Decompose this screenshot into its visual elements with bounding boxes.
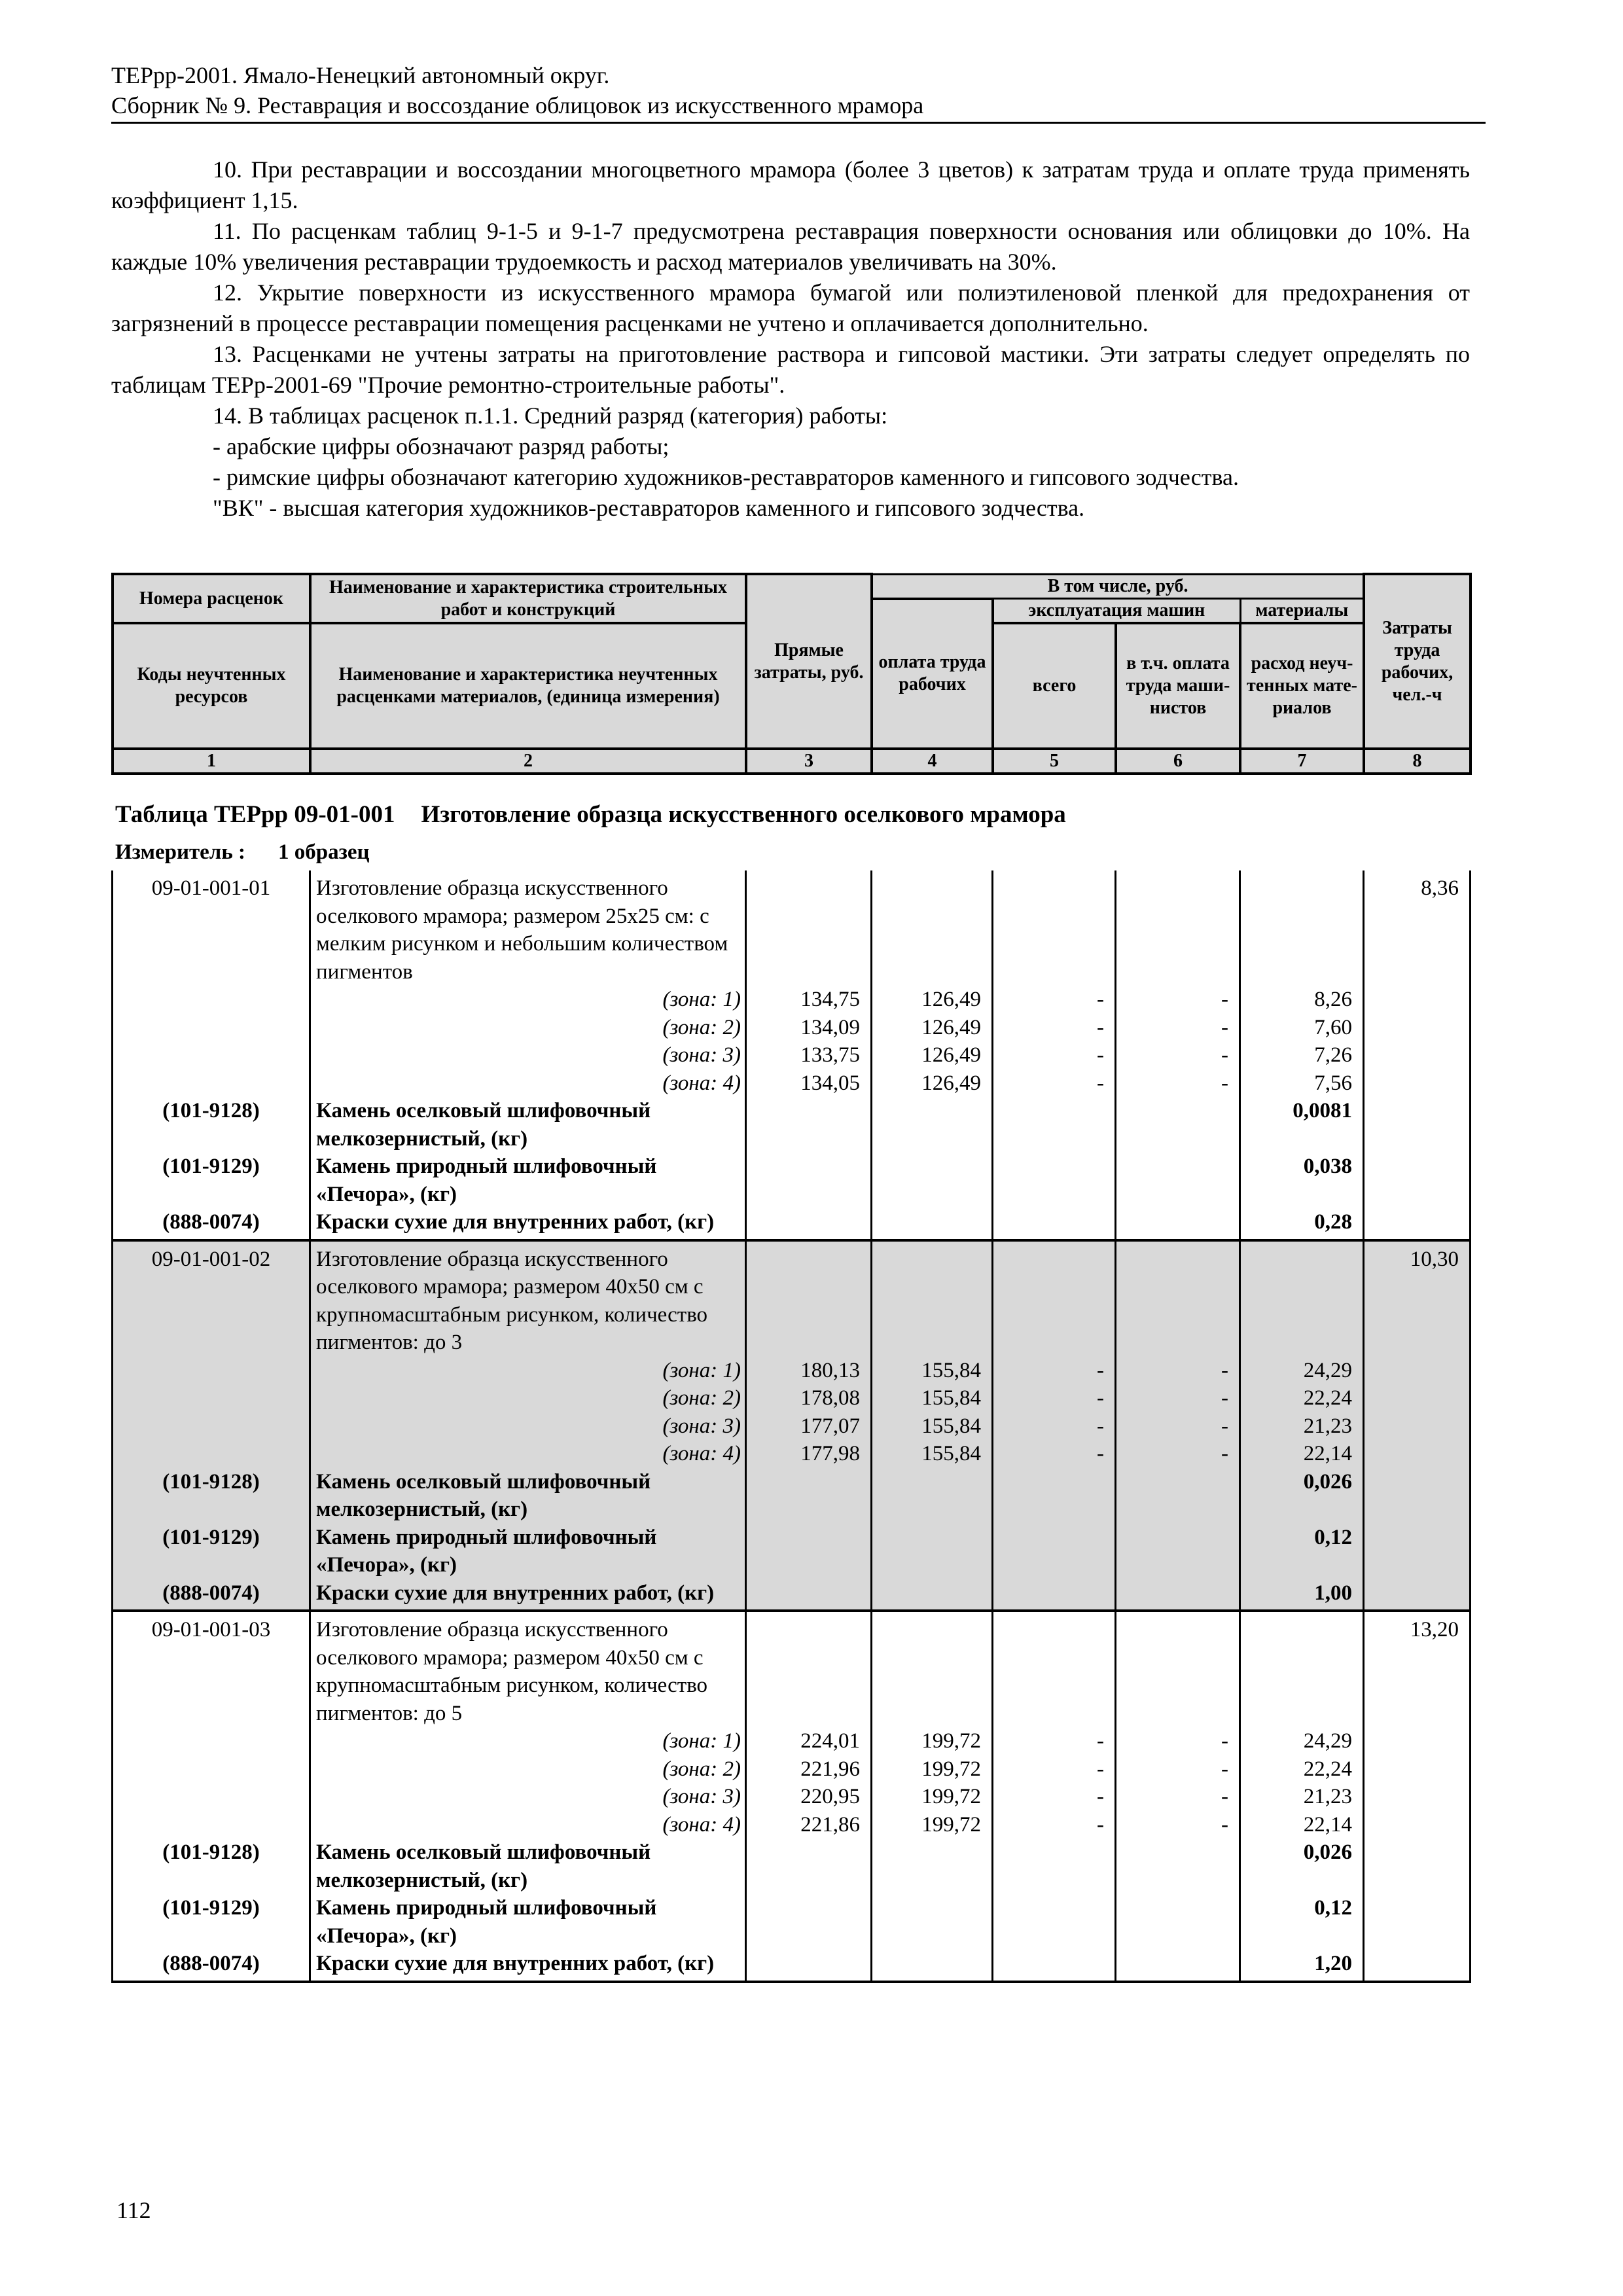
zone-label: (зона: 1) — [310, 1727, 746, 1755]
empty-cell — [993, 1097, 1116, 1153]
table-caption — [115, 800, 1066, 830]
rate-block — [113, 1611, 1471, 1982]
empty-cell — [872, 1894, 993, 1950]
zone-row — [113, 1811, 1471, 1839]
zone-row — [113, 1783, 1471, 1811]
zone-worker-wages: 126,49 — [872, 1069, 993, 1098]
resource-quantity: 0,026 — [1240, 1839, 1364, 1894]
zone-materials: 22,24 — [1240, 1755, 1364, 1784]
note-12: 12. Укрытие поверхности из искусственного мрамора бумагой или полиэтиленовой пленкой для предохранения от загрязнений в процессе реставрации помещения расценками не учтено и оплачивается дополнительно. — [111, 279, 1470, 336]
rate-code: 09-01-001-02 — [113, 1240, 310, 1357]
measure-label: Измеритель : — [115, 840, 246, 864]
resource-name: Камень оселковый шлифовочный мелкозернистый, (кг) — [310, 1097, 746, 1153]
resource-row — [113, 1579, 1471, 1611]
rate-code: 09-01-001-03 — [113, 1611, 310, 1727]
zone-row — [113, 986, 1471, 1014]
resource-row — [113, 1097, 1471, 1153]
header-machines: эксплуатация машин — [993, 599, 1240, 624]
zone-materials: 24,29 — [1240, 1357, 1364, 1385]
zone-label: (зона: 4) — [310, 1811, 746, 1839]
zone-machinist-wages: - — [1116, 1357, 1240, 1385]
zone-label: (зона: 4) — [310, 1069, 746, 1098]
zone-machines-total: - — [993, 1755, 1116, 1784]
empty-cell — [1116, 1153, 1240, 1208]
resource-name: Камень природный шлифовочный «Печора», (кг) — [310, 1153, 746, 1208]
empty-cell — [1240, 1240, 1364, 1357]
empty-cell — [113, 1069, 310, 1098]
zone-machinist-wages: - — [1116, 986, 1240, 1014]
measure-line — [115, 839, 370, 865]
empty-cell — [1364, 1357, 1471, 1385]
resource-row — [113, 1468, 1471, 1524]
resource-name: Камень природный шлифовочный «Печора», (кг) — [310, 1524, 746, 1579]
zone-worker-wages: 155,84 — [872, 1384, 993, 1412]
zone-machines-total: - — [993, 1727, 1116, 1755]
rate-labor-hours: 13,20 — [1364, 1611, 1471, 1727]
zone-direct-cost: 224,01 — [746, 1727, 872, 1755]
empty-cell — [113, 1412, 310, 1441]
zone-machines-total: - — [993, 1041, 1116, 1069]
column-header-table — [111, 573, 1472, 775]
header-rate-numbers: Номера расценок — [113, 574, 310, 623]
empty-cell — [872, 870, 993, 986]
note-13: 13. Расценками не учтены затраты на приготовление раствора и гипсовой мастики. Эти затраты следует определять по таблицам ТЕРр-2001-69 "Прочие ремонтно-строительные работы". — [111, 341, 1470, 398]
empty-cell — [1116, 1611, 1240, 1727]
empty-cell — [993, 1208, 1116, 1240]
empty-cell — [1364, 1524, 1471, 1579]
empty-cell — [993, 1524, 1116, 1579]
empty-cell — [1364, 1755, 1471, 1784]
empty-cell — [993, 1153, 1116, 1208]
empty-cell — [113, 1811, 310, 1839]
empty-cell — [993, 1611, 1116, 1727]
header-labor-hours: Затраты труда рабочих, чел.-ч — [1364, 574, 1471, 749]
resource-quantity: 0,0081 — [1240, 1097, 1364, 1153]
header-worker-wages: оплата труда рабочих — [872, 599, 993, 749]
header-direct-costs: Прямые затраты, руб. — [746, 574, 872, 749]
resource-quantity: 0,28 — [1240, 1208, 1364, 1240]
zone-machinist-wages: - — [1116, 1041, 1240, 1069]
resource-name: Краски сухие для внутренних работ, (кг) — [310, 1579, 746, 1611]
zone-direct-cost: 177,07 — [746, 1412, 872, 1441]
zone-worker-wages: 155,84 — [872, 1357, 993, 1385]
resource-quantity: 0,12 — [1240, 1894, 1364, 1950]
zone-machines-total: - — [993, 1384, 1116, 1412]
empty-cell — [746, 1950, 872, 1982]
empty-cell — [993, 870, 1116, 986]
zone-direct-cost: 177,98 — [746, 1440, 872, 1468]
header-colnum: 7 — [1240, 749, 1364, 774]
empty-cell — [872, 1153, 993, 1208]
zone-machinist-wages: - — [1116, 1811, 1240, 1839]
empty-cell — [993, 1240, 1116, 1357]
zone-label: (зона: 2) — [310, 1384, 746, 1412]
rate-name: Изготовление образца искусственного оселкового мрамора; размером 40х50 см с крупномасштабным рисунком, количество пигментов: до 3 — [310, 1240, 746, 1357]
zone-worker-wages: 199,72 — [872, 1811, 993, 1839]
resource-name: Камень природный шлифовочный «Печора», (кг) — [310, 1894, 746, 1950]
zone-row — [113, 1069, 1471, 1098]
empty-cell — [993, 1468, 1116, 1524]
empty-cell — [1116, 1524, 1240, 1579]
zone-machines-total: - — [993, 1783, 1116, 1811]
zone-row — [113, 1440, 1471, 1468]
running-header-title: ТЕРрр-2001. Ямало-Ненецкий автономный округ. — [111, 62, 610, 88]
header-materials: материалы — [1240, 599, 1364, 624]
zone-machines-total: - — [993, 1811, 1116, 1839]
zone-label: (зона: 2) — [310, 1014, 746, 1042]
empty-cell — [1364, 1839, 1471, 1894]
header-colnum: 4 — [872, 749, 993, 774]
header-including: В том числе, руб. — [872, 574, 1364, 599]
empty-cell — [1364, 1950, 1471, 1982]
zone-label: (зона: 4) — [310, 1440, 746, 1468]
resource-name: Краски сухие для внутренних работ, (кг) — [310, 1208, 746, 1240]
empty-cell — [872, 1208, 993, 1240]
zone-row — [113, 1357, 1471, 1385]
header-colnum: 8 — [1364, 749, 1471, 774]
empty-cell — [1364, 1153, 1471, 1208]
zone-machinist-wages: - — [1116, 1440, 1240, 1468]
resource-code: (101-9128) — [113, 1097, 310, 1153]
zone-machinist-wages: - — [1116, 1412, 1240, 1441]
header-work-name: Наименование и характеристика строительных работ и конструкций — [310, 574, 746, 623]
empty-cell — [1364, 1440, 1471, 1468]
zone-machinist-wages: - — [1116, 1014, 1240, 1042]
empty-cell — [113, 1041, 310, 1069]
zone-direct-cost: 133,75 — [746, 1041, 872, 1069]
rate-name: Изготовление образца искусственного оселкового мрамора; размером 40х50 см с крупномасштабным рисунком, количество пигментов: до 5 — [310, 1611, 746, 1727]
empty-cell — [1364, 1014, 1471, 1042]
rate-labor-hours: 8,36 — [1364, 870, 1471, 986]
empty-cell — [1116, 1468, 1240, 1524]
empty-cell — [1116, 1240, 1240, 1357]
zone-direct-cost: 178,08 — [746, 1384, 872, 1412]
empty-cell — [993, 1579, 1116, 1611]
table-id: Таблица ТЕРрр 09-01-001 — [115, 801, 395, 828]
header-colnum: 3 — [746, 749, 872, 774]
resource-name: Камень оселковый шлифовочный мелкозернистый, (кг) — [310, 1468, 746, 1524]
zone-row — [113, 1384, 1471, 1412]
resource-name: Краски сухие для внутренних работ, (кг) — [310, 1950, 746, 1982]
zone-machines-total: - — [993, 1412, 1116, 1441]
resource-row — [113, 1208, 1471, 1240]
zone-worker-wages: 126,49 — [872, 986, 993, 1014]
zone-machinist-wages: - — [1116, 1755, 1240, 1784]
empty-cell — [1364, 1412, 1471, 1441]
zone-machines-total: - — [993, 986, 1116, 1014]
empty-cell — [1240, 1611, 1364, 1727]
zone-direct-cost: 220,95 — [746, 1783, 872, 1811]
zone-materials: 7,60 — [1240, 1014, 1364, 1042]
running-header-collection: Сборник № 9. Реставрация и воссоздание облицовок из искусственного мрамора — [111, 92, 924, 118]
empty-cell — [746, 1611, 872, 1727]
resource-row — [113, 1894, 1471, 1950]
header-material-name: Наименование и характеристика неучтенных расценками материалов, (единица измерения) — [310, 623, 746, 749]
zone-materials: 7,26 — [1240, 1041, 1364, 1069]
zone-direct-cost: 180,13 — [746, 1357, 872, 1385]
zone-materials: 8,26 — [1240, 986, 1364, 1014]
empty-cell — [1116, 1208, 1240, 1240]
empty-cell — [746, 1839, 872, 1894]
rate-row — [113, 870, 1471, 986]
resource-code: (888-0074) — [113, 1208, 310, 1240]
zone-materials: 22,14 — [1240, 1811, 1364, 1839]
zone-row — [113, 1041, 1471, 1069]
rate-row — [113, 1240, 1471, 1357]
note-14: 14. В таблицах расценок п.1.1. Средний разряд (категория) работы: — [213, 403, 888, 429]
zone-worker-wages: 199,72 — [872, 1755, 993, 1784]
empty-cell — [746, 1097, 872, 1153]
empty-cell — [1116, 1839, 1240, 1894]
empty-cell — [993, 1839, 1116, 1894]
empty-cell — [1364, 1208, 1471, 1240]
empty-cell — [872, 1579, 993, 1611]
note-14-vk: "ВК" - высшая категория художников-реставраторов каменного и гипсового зодчества. — [213, 495, 1085, 521]
empty-cell — [113, 1727, 310, 1755]
zone-materials: 21,23 — [1240, 1412, 1364, 1441]
empty-cell — [1116, 1097, 1240, 1153]
zone-worker-wages: 126,49 — [872, 1041, 993, 1069]
zone-row — [113, 1412, 1471, 1441]
zone-machines-total: - — [993, 1440, 1116, 1468]
zone-worker-wages: 199,72 — [872, 1783, 993, 1811]
zone-worker-wages: 199,72 — [872, 1727, 993, 1755]
resource-quantity: 1,20 — [1240, 1950, 1364, 1982]
zone-row — [113, 1727, 1471, 1755]
header-colnum: 1 — [113, 749, 310, 774]
zone-materials: 21,23 — [1240, 1783, 1364, 1811]
empty-cell — [1364, 1727, 1471, 1755]
resource-quantity: 0,12 — [1240, 1524, 1364, 1579]
zone-worker-wages: 126,49 — [872, 1014, 993, 1042]
resource-code: (101-9129) — [113, 1153, 310, 1208]
rate-block — [113, 1240, 1471, 1611]
empty-cell — [746, 870, 872, 986]
note-14-arabic: - арабские цифры обозначают разряд работы; — [213, 433, 669, 459]
running-header — [111, 60, 1486, 124]
zone-machinist-wages: - — [1116, 1069, 1240, 1098]
zone-machines-total: - — [993, 1357, 1116, 1385]
rate-block — [113, 870, 1471, 1240]
empty-cell — [1364, 1894, 1471, 1950]
empty-cell — [1364, 1097, 1471, 1153]
zone-label: (зона: 2) — [310, 1755, 746, 1784]
resource-code: (888-0074) — [113, 1579, 310, 1611]
empty-cell — [1364, 1468, 1471, 1524]
empty-cell — [1116, 1579, 1240, 1611]
resource-row — [113, 1153, 1471, 1208]
empty-cell — [1364, 1579, 1471, 1611]
rates-table — [111, 870, 1471, 1983]
zone-label: (зона: 3) — [310, 1041, 746, 1069]
empty-cell — [746, 1468, 872, 1524]
header-colnum: 6 — [1116, 749, 1240, 774]
empty-cell — [872, 1524, 993, 1579]
zone-materials: 22,14 — [1240, 1440, 1364, 1468]
rate-name: Изготовление образца искусственного оселкового мрамора; размером 25х25 см: с мелким рисунком и небольшим количеством пигментов — [310, 870, 746, 986]
empty-cell — [872, 1240, 993, 1357]
zone-direct-cost: 221,86 — [746, 1811, 872, 1839]
zone-worker-wages: 155,84 — [872, 1440, 993, 1468]
note-10: 10. При реставрации и воссоздании многоцветного мрамора (более 3 цветов) к затратам труда и оплате труда применять коэффициент 1,15. — [111, 156, 1470, 213]
empty-cell — [746, 1208, 872, 1240]
empty-cell — [746, 1524, 872, 1579]
empty-cell — [113, 986, 310, 1014]
resource-code: (101-9129) — [113, 1894, 310, 1950]
zone-direct-cost: 134,09 — [746, 1014, 872, 1042]
zone-direct-cost: 221,96 — [746, 1755, 872, 1784]
notes-section — [111, 154, 1470, 524]
zone-machinist-wages: - — [1116, 1783, 1240, 1811]
resource-row — [113, 1839, 1471, 1894]
header-machinist-wages: в т.ч. оплата труда маши-нистов — [1116, 623, 1240, 749]
header-machines-total: всего — [993, 623, 1116, 749]
empty-cell — [1116, 1894, 1240, 1950]
empty-cell — [113, 1755, 310, 1784]
zone-label: (зона: 1) — [310, 1357, 746, 1385]
empty-cell — [1240, 870, 1364, 986]
note-14-roman: - римские цифры обозначают категорию художников-реставраторов каменного и гипсового зодчества. — [213, 464, 1239, 490]
empty-cell — [113, 1783, 310, 1811]
resource-quantity: 0,038 — [1240, 1153, 1364, 1208]
rate-row — [113, 1611, 1471, 1727]
empty-cell — [1364, 1384, 1471, 1412]
empty-cell — [746, 1894, 872, 1950]
empty-cell — [872, 1097, 993, 1153]
empty-cell — [993, 1950, 1116, 1982]
empty-cell — [113, 1357, 310, 1385]
zone-direct-cost: 134,75 — [746, 986, 872, 1014]
zone-machines-total: - — [993, 1014, 1116, 1042]
note-11: 11. По расценкам таблиц 9-1-5 и 9-1-7 предусмотрена реставрация поверхности основания или облицовки до 10%. На каждые 10% увеличения реставрации трудоемкость и расход материалов увеличивать на 30%. — [111, 218, 1470, 275]
empty-cell — [746, 1240, 872, 1357]
empty-cell — [1116, 1950, 1240, 1982]
resource-quantity: 0,026 — [1240, 1468, 1364, 1524]
resource-code: (101-9128) — [113, 1839, 310, 1894]
header-colnum: 2 — [310, 749, 746, 774]
empty-cell — [872, 1950, 993, 1982]
empty-cell — [113, 1440, 310, 1468]
empty-cell — [1364, 986, 1471, 1014]
zone-materials: 22,24 — [1240, 1384, 1364, 1412]
empty-cell — [1364, 1041, 1471, 1069]
zone-materials: 7,56 — [1240, 1069, 1364, 1098]
rate-code: 09-01-001-01 — [113, 870, 310, 986]
zone-direct-cost: 134,05 — [746, 1069, 872, 1098]
resource-row — [113, 1950, 1471, 1982]
empty-cell — [113, 1014, 310, 1042]
empty-cell — [1364, 1069, 1471, 1098]
resource-code: (888-0074) — [113, 1950, 310, 1982]
zone-row — [113, 1014, 1471, 1042]
empty-cell — [113, 1384, 310, 1412]
resource-row — [113, 1524, 1471, 1579]
measure-value: 1 образец — [278, 840, 370, 864]
empty-cell — [1364, 1783, 1471, 1811]
empty-cell — [746, 1153, 872, 1208]
zone-row — [113, 1755, 1471, 1784]
header-colnum: 5 — [993, 749, 1116, 774]
zone-worker-wages: 155,84 — [872, 1412, 993, 1441]
rate-labor-hours: 10,30 — [1364, 1240, 1471, 1357]
header-material-consumption: расход неуч-тенных мате-риалов — [1240, 623, 1364, 749]
zone-materials: 24,29 — [1240, 1727, 1364, 1755]
zone-machinist-wages: - — [1116, 1727, 1240, 1755]
zone-label: (зона: 1) — [310, 986, 746, 1014]
zone-machines-total: - — [993, 1069, 1116, 1098]
resource-name: Камень оселковый шлифовочный мелкозернистый, (кг) — [310, 1839, 746, 1894]
empty-cell — [746, 1579, 872, 1611]
resource-code: (101-9128) — [113, 1468, 310, 1524]
empty-cell — [993, 1894, 1116, 1950]
empty-cell — [1116, 870, 1240, 986]
zone-label: (зона: 3) — [310, 1412, 746, 1441]
zone-label: (зона: 3) — [310, 1783, 746, 1811]
empty-cell — [872, 1468, 993, 1524]
empty-cell — [872, 1839, 993, 1894]
resource-quantity: 1,00 — [1240, 1579, 1364, 1611]
table-title: Изготовление образца искусственного оселкового мрамора — [421, 801, 1066, 828]
empty-cell — [1364, 1811, 1471, 1839]
page-number: 112 — [116, 2197, 151, 2223]
zone-machinist-wages: - — [1116, 1384, 1240, 1412]
header-resource-codes: Коды неучтенных ресурсов — [113, 623, 310, 749]
empty-cell — [872, 1611, 993, 1727]
resource-code: (101-9129) — [113, 1524, 310, 1579]
